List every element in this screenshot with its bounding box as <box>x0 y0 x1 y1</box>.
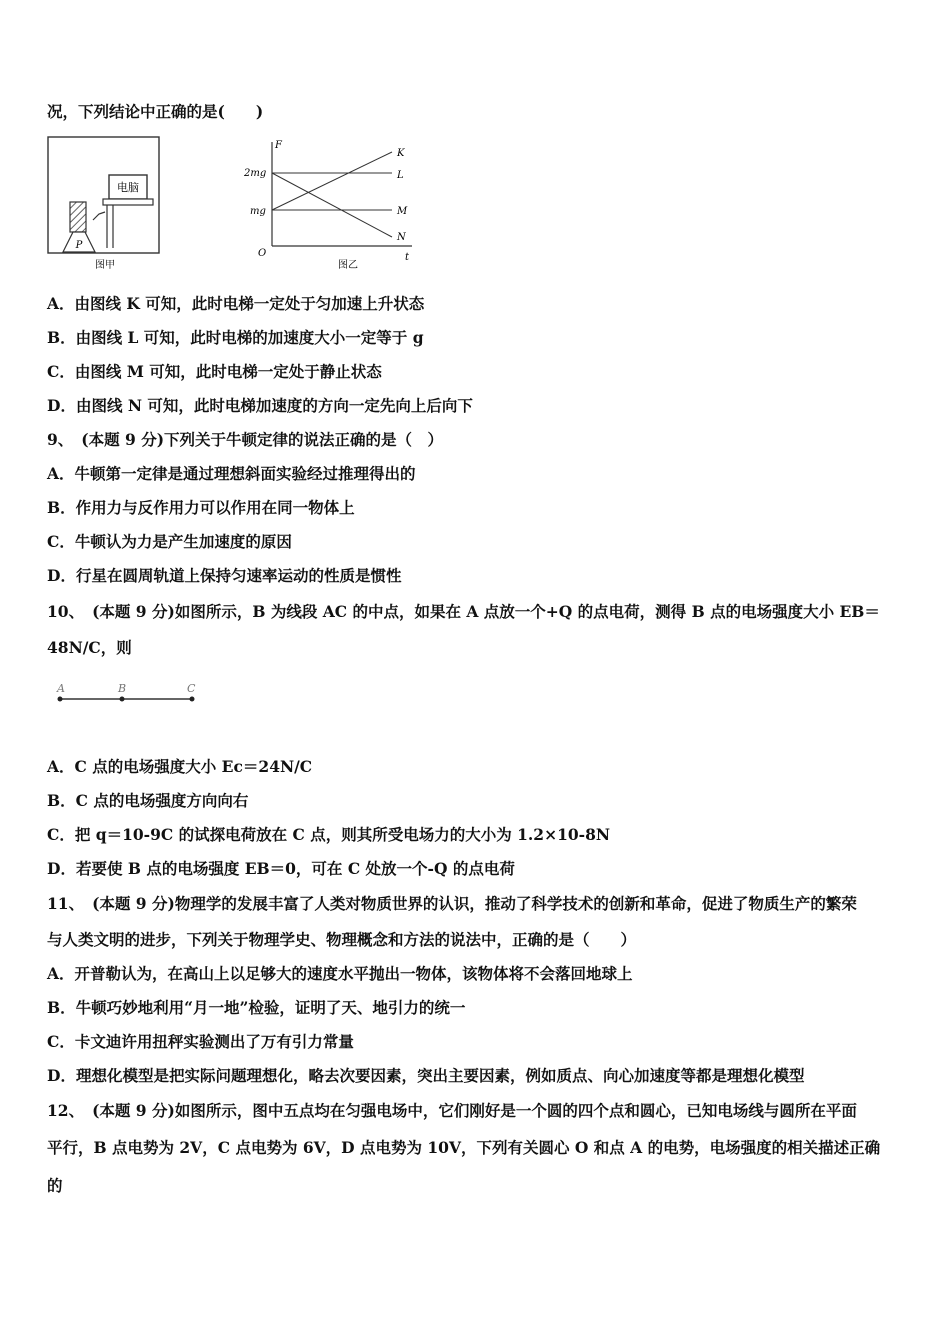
figure-yi <box>242 134 422 274</box>
label-l: L <box>397 170 404 181</box>
label-n: N <box>397 232 406 243</box>
q12-stem-line3: 的 <box>47 1176 63 1195</box>
q9-stem <box>47 430 443 450</box>
point-b <box>120 697 125 702</box>
q11-stem-line2: 与人类文明的进步，下列关于物理学史、物理概念和方法的说法中，正确的是（ ） <box>47 930 637 949</box>
q12-stem-line1 <box>47 1101 857 1121</box>
q11-option-d: D．理想化模型是把实际问题理想化，略去次要因素，突出主要因素，例如质点、向心加速度等都是理想化模型 <box>47 1066 805 1085</box>
q11-stem-line1 <box>47 894 857 914</box>
q10-number: 10、 <box>47 602 85 621</box>
q12-number: 12、 <box>47 1101 85 1120</box>
fig-jia-caption: 图甲 <box>95 260 115 271</box>
q10-stem-text: (本题 9 分)如图所示，B 为线段 AC 的中点，如果在 A 点放一个+Q 的点电荷，测得 B 点的电场强度大小 EB＝ <box>92 602 880 621</box>
q11-number: 11、 <box>47 894 85 913</box>
q10-option-d: D．若要使 B 点的电场强度 EB＝0，可在 C 处放一个-Q 的点电荷 <box>47 859 515 878</box>
cable <box>93 212 105 220</box>
q8-option-d: D．由图线 N 可知，此时电梯加速度的方向一定先向上后向下 <box>47 396 473 415</box>
tick-mg: mg <box>250 206 266 217</box>
point-a <box>58 697 63 702</box>
q11-option-b: B．牛顿巧妙地利用“月一地”检验，证明了天、地引力的统一 <box>47 998 466 1017</box>
q10-stem-line2: 48N/C，则 <box>47 638 132 657</box>
q12-stem-line2: 平行，B 点电势为 2V，C 点电势为 6V，D 点电势为 10V，下列有关圆心 O 和点 A 的电势，电场强度的相关描述正确 <box>47 1138 881 1157</box>
point-c <box>190 697 195 702</box>
q11-stem-text: (本题 9 分)物理学的发展丰富了人类对物质世界的认识，推动了科学技术的创新和革命，促进了物质生产的繁荣 <box>92 894 857 913</box>
q11-option-a: A．开普勒认为，在高山上以足够大的速度水平抛出一物体，该物体将不会落回地球上 <box>47 964 633 983</box>
q9-option-a: A．牛顿第一定律是通过理想斜面实验经过推理得出的 <box>47 464 416 483</box>
x-axis-label: t <box>405 252 410 263</box>
q9-stem-text: (本题 9 分)下列关于牛顿定律的说法正确的是（ ） <box>81 430 444 449</box>
q9-option-b: B．作用力与反作用力可以作用在同一物体上 <box>47 498 355 517</box>
fig-yi-caption: 图乙 <box>338 260 358 271</box>
q10-option-b: B．C 点的电场强度方向向右 <box>47 791 249 810</box>
q8-option-c: C．由图线 M 可知，此时电梯一定处于静止状态 <box>47 362 382 381</box>
figure-abc-line <box>50 680 210 710</box>
q9-option-c: C．牛顿认为力是产生加速度的原因 <box>47 532 292 551</box>
label-a: A <box>57 682 65 695</box>
q8-option-b: B．由图线 L 可知，此时电梯的加速度大小一定等于 g <box>47 328 424 347</box>
tick-2mg: 2mg <box>244 168 267 179</box>
q10-stem-line1 <box>47 602 880 622</box>
q8-stem-tail: 况，下列结论中正确的是( ) <box>47 102 264 121</box>
line-k <box>272 152 392 210</box>
label-b: B <box>118 682 127 695</box>
q11-option-c: C．卡文迪许用扭秤实验测出了万有引力常量 <box>47 1032 354 1051</box>
figure-jia <box>45 134 165 274</box>
q10-option-a: A．C 点的电场强度大小 Ec＝24N/C <box>47 757 313 776</box>
line-n <box>272 173 392 237</box>
table-legs <box>107 205 113 248</box>
q10-option-c: C．把 q＝10-9C 的试探电荷放在 C 点，则其所受电场力的大小为 1.2×10-8N <box>47 825 611 844</box>
hatched-block <box>70 202 86 232</box>
q9-number: 9、 <box>47 430 74 449</box>
q9-option-d: D．行星在圆周轨道上保持匀速率运动的性质是惯性 <box>47 566 402 585</box>
label-m: M <box>397 206 408 217</box>
computer-base <box>103 199 153 205</box>
label-c: C <box>187 682 196 695</box>
origin-label: O <box>258 248 267 259</box>
q12-stem-text: (本题 9 分)如图所示，图中五点均在匀强电场中，它们刚好是一个圆的四个点和圆心，已知电场线与圆所在平面 <box>92 1101 857 1120</box>
label-k: K <box>397 148 405 159</box>
p-label: P <box>75 240 83 251</box>
computer-label: 电脑 <box>117 181 139 194</box>
q8-option-a: A．由图线 K 可知，此时电梯一定处于匀加速上升状态 <box>47 294 425 313</box>
y-axis-label: F <box>275 140 282 151</box>
